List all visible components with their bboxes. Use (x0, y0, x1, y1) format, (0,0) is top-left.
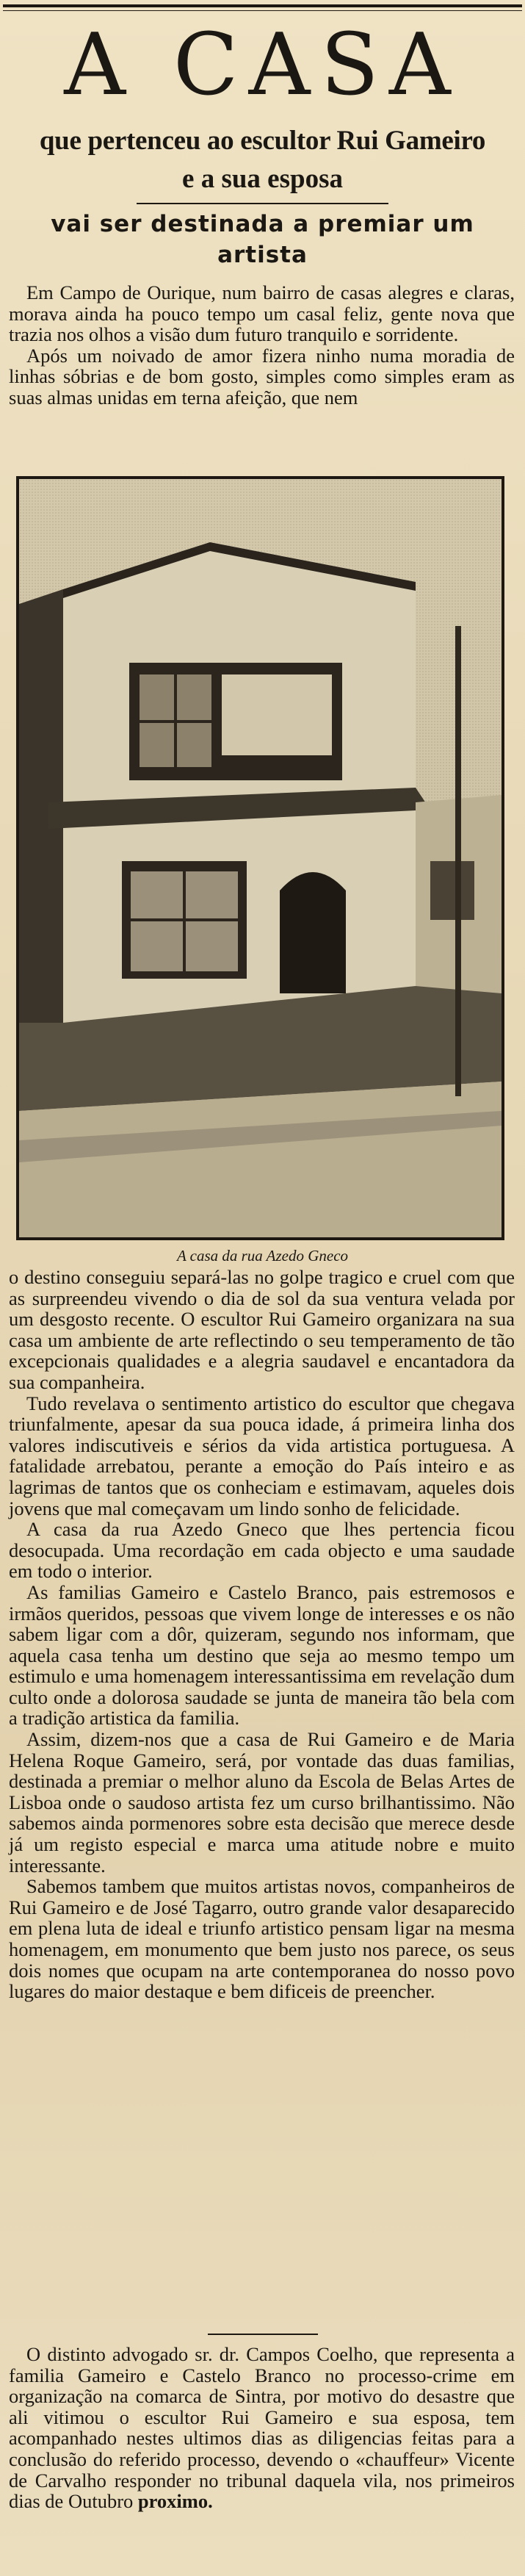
body-paragraph: o destino conseguiu separá-las no golpe tragico e cruel com que as surpreendeu vivendo o dia de sol da sua ventura velada por um desgosto recente. O escultor Rui Gameiro organizara na sua casa um ambiente de arte reflectindo o seu temperamento de tão excepcionais qualidades e a alegria saudavel e encantadora da sua companheira. (9, 1266, 515, 1393)
headline: A CASA (64, 15, 461, 115)
subheadline-2: e a sua esposa (182, 164, 343, 194)
body-paragraph: As familias Gameiro e Castelo Branco, pais estremosos e irmãos queridos, pessoas que vivem longe de interesses e os não sabem ligar com a dôr, quizeram, segundo nos informam, que aquela casa tenha um destino que seja ao mesmo tempo um estimulo e uma homenagem interessantissima em revelação dum culto onde a dolorosa saudade se junta de maneira tão bela com a tradição artistica da familia. (9, 1580, 515, 1730)
body-paragraph: Assim, dizem-nos que a casa de Rui Gameiro e de Maria Helena Roque Gameiro, será, por vontade das duas familias, destinada a premiar o melhor aluno da Escola de Belas Artes de Lisboa onde o saudoso artista fez um curso brilhantissimo. Não sabemos ainda pormenores sobre esta decisão que merece desde já um registo especial e marca uma atitude nobre e muito interessante. (9, 1728, 515, 1877)
intro-paragraph: Em Campo de Ourique, num bairro de casas alegres e claras, morava ainda ha pouco tempo um casal feliz, gente nova que trazia nos olhos a visão dum futuro tranquilo e sorridente. (9, 281, 515, 346)
body-text (9, 1267, 515, 2002)
closing-tail: proximo. (137, 2490, 213, 2513)
house-photo-image (19, 479, 502, 1237)
subheadline-3: vai ser destinada a premiar um artista (51, 211, 474, 268)
closing-separator (208, 2334, 318, 2335)
body-paragraph: Sabemos tambem que muitos artistas novos, companheiros de Rui Gameiro e de José Tagarro, outro grande valor desaparecido em plena luta de ideal e triunfo artistico pensam ligar na mesma homenagem, em monumento que bem justo nos parece, os seus dois nomes que ocupam na arte contemporanea do nosso povo lugares do maior destaque e bem dificeis de preencher. (9, 1875, 515, 2003)
house-photo (16, 476, 504, 1240)
top-thin-rule (3, 10, 522, 11)
top-rule (3, 4, 522, 7)
closing-paragraph (9, 2344, 515, 2512)
intro-text (9, 282, 515, 409)
subheadline-1: que pertenceu ao escultor Rui Gameiro (39, 126, 486, 156)
closing-text (9, 2344, 515, 2512)
body-paragraph: A casa da rua Azedo Gneco que lhes pertencia ficou desocupada. Uma recordação em cada objecto e uma saudade em todo o interior. (9, 1518, 515, 1583)
closing-main: O distinto advogado sr. dr. Campos Coelho, que representa a familia Gameiro e Castelo Branco no processo-crime em organização na comarca de Sintra, por motivo do desastre que ali vitimou o escultor Rui Gameiro e sua esposa, tem acompanhado nestes ultimos dias as diligencias feitas para a conclusão do referido processo, devendo o «chauffeur» Vicente de Carvalho responder no tribunal daquela vila, nos primeiros dias de Outubro (9, 2343, 515, 2513)
photo-caption: A casa da rua Azedo Gneco (176, 1247, 349, 1264)
body-paragraph: Tudo revelava o sentimento artistico do escultor que chegava triunfalmente, apesar da sua pouca idade, á primeira linha dos valores indiscutiveis e sérios da vida artistica portuguesa. A fatalidade arrebatou, perante a emoção do País inteiro e as lagrimas de tantos que os conheciam e estimavam, aqueles dois jovens que mal começavam um lindo sonho de felicidade. (9, 1392, 515, 1519)
headline-separator (137, 203, 388, 204)
intro-paragraph: Após um noivado de amor fizera ninho numa moradia de linhas sóbrias e de bom gosto, simples como simples eram as suas almas unidas em terna afeição, que nem (9, 344, 515, 409)
